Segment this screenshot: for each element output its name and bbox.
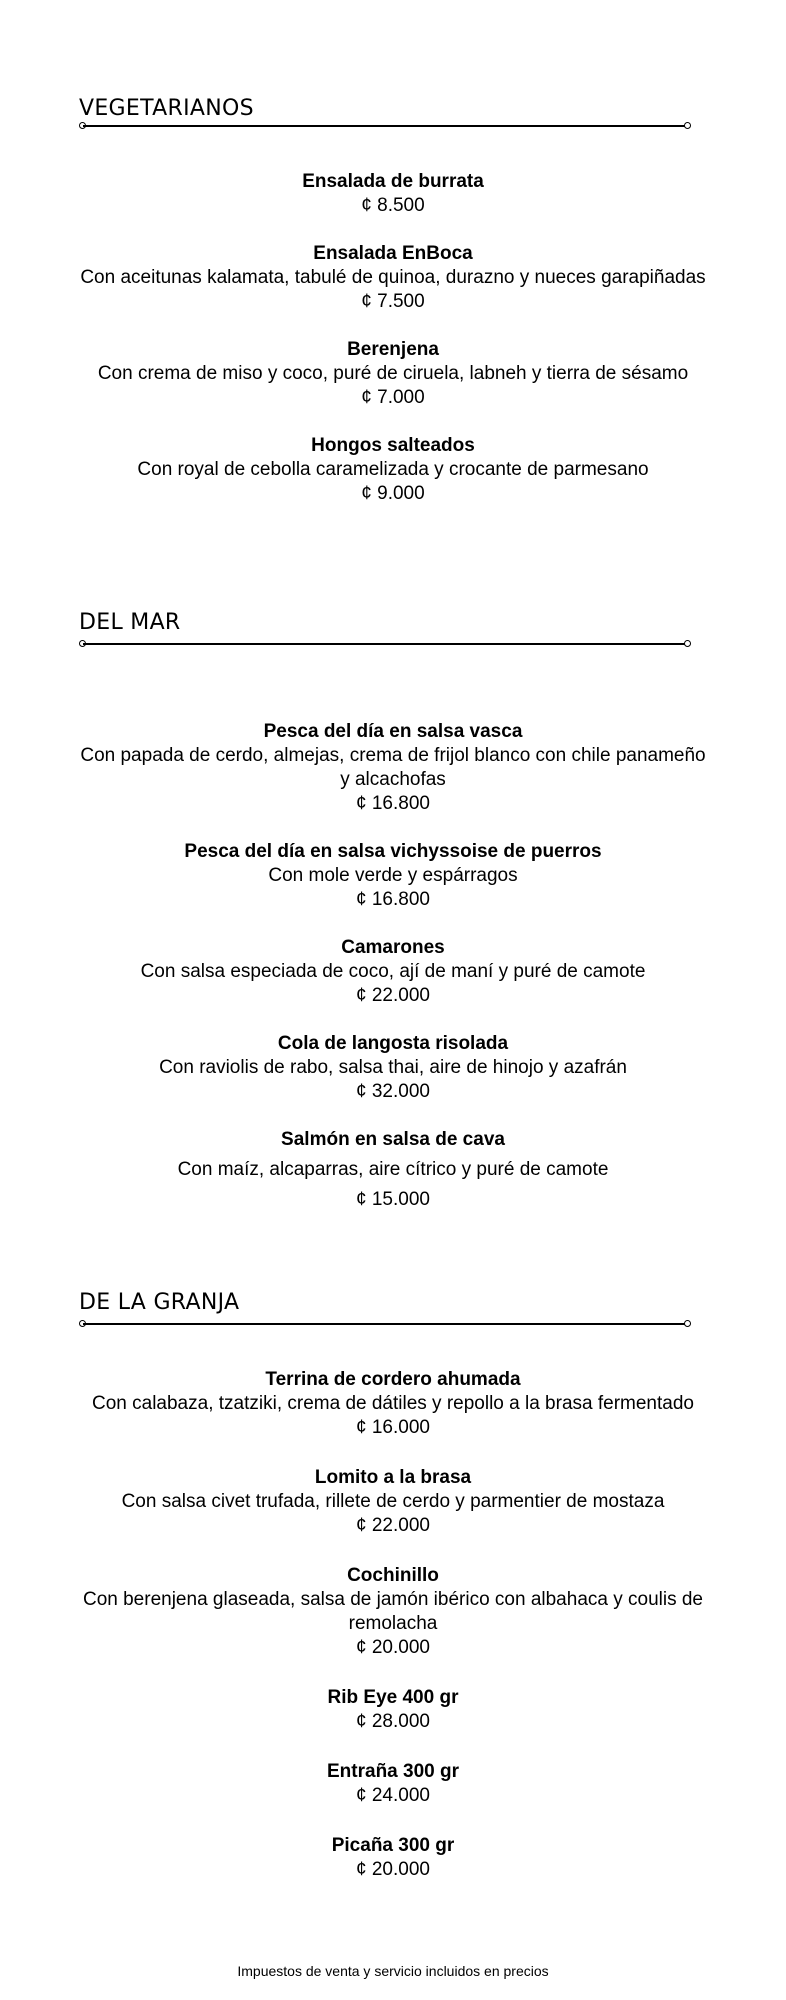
dish-name: Rib Eye 400 gr [327,1687,459,1708]
dish-price: ¢ 16.800 [356,889,430,910]
divider-line [83,1323,687,1325]
dish-name: Terrina de cordero ahumada [265,1369,521,1390]
section-divider [79,640,691,648]
dish-price: ¢ 22.000 [356,985,430,1006]
dish-price: ¢ 20.000 [356,1637,430,1658]
dish-name: Ensalada de burrata [302,171,484,192]
divider-dot-right [684,122,691,129]
dish-description: Con aceitunas kalamata, tabulé de quinoa, durazno y nueces garapiñadas [80,267,706,288]
dish-price: ¢ 24.000 [356,1785,430,1806]
menu-item [79,1760,707,1808]
dish-name: Pesca del día en salsa vasca [263,721,523,742]
section-title: DE LA GRANJA [79,1290,240,1315]
dish-name: Berenjena [347,339,439,360]
menu-item [79,1128,707,1212]
menu-items [79,170,707,506]
dish-description: Con raviolis de rabo, salsa thai, aire de hinojo y azafrán [159,1057,627,1078]
section-divider [79,1320,691,1328]
menu-item [79,840,707,912]
dish-price: ¢ 20.000 [356,1859,430,1880]
menu-item [79,1466,707,1538]
dish-name: Camarones [341,937,445,958]
menu-item [79,1032,707,1104]
dish-description: Con salsa civet trufada, rillete de cerdo y parmentier de mostaza [121,1491,665,1512]
dish-name: Cola de langosta risolada [277,1033,509,1054]
dish-name: Pesca del día en salsa vichyssoise de puerros [184,841,602,862]
dish-description: Con royal de cebolla caramelizada y crocante de parmesano [137,459,649,480]
dish-price: ¢ 32.000 [356,1081,430,1102]
dish-price: ¢ 8.500 [361,195,425,216]
dish-description: Con berenjena glaseada, salsa de jamón ibérico con albahaca y coulis de remolacha [82,1589,703,1634]
menu-item [79,1368,707,1440]
dish-description: Con crema de miso y coco, puré de ciruela, labneh y tierra de sésamo [97,363,689,384]
menu-item [79,338,707,410]
menu-items [79,720,707,1212]
dish-name: Salmón en salsa de cava [281,1129,505,1150]
menu-items [79,1368,707,1882]
dish-name: Cochinillo [347,1565,439,1586]
divider-line [83,643,687,645]
section-title: DEL MAR [79,610,181,635]
menu-item [79,720,707,816]
dish-description: Con calabaza, tzatziki, crema de dátiles y repollo a la brasa fermentado [92,1393,694,1414]
divider-dot-right [684,640,691,647]
footer-note: Impuestos de venta y servicio incluidos en precios [237,1963,549,1979]
dish-price: ¢ 7.500 [361,291,425,312]
dish-description: Con salsa especiada de coco, ají de maní y puré de camote [140,961,646,982]
dish-price: ¢ 15.000 [356,1189,430,1210]
menu-item [79,170,707,218]
divider-line [83,125,687,127]
dish-price: ¢ 22.000 [356,1515,430,1536]
dish-name: Entraña 300 gr [327,1761,459,1782]
section-title: VEGETARIANOS [79,96,254,121]
menu-item [79,1834,707,1882]
dish-price: ¢ 9.000 [361,483,425,504]
menu-item [79,434,707,506]
menu-item [79,1564,707,1660]
dish-price: ¢ 7.000 [361,387,425,408]
dish-name: Ensalada EnBoca [313,243,473,264]
dish-name: Hongos salteados [311,435,475,456]
menu-item [79,242,707,314]
dish-price: ¢ 16.800 [356,793,430,814]
menu-item [79,936,707,1008]
dish-description: Con maíz, alcaparras, aire cítrico y puré de camote [177,1159,609,1180]
section-divider [79,122,691,130]
dish-price: ¢ 28.000 [356,1711,430,1732]
menu-item [79,1686,707,1734]
dish-name: Lomito a la brasa [314,1467,472,1488]
dish-description: Con mole verde y espárragos [268,865,518,886]
dish-description: Con papada de cerdo, almejas, crema de frijol blanco con chile panameño y alcachofas [80,745,706,790]
divider-dot-right [684,1320,691,1327]
dish-name: Picaña 300 gr [331,1835,455,1856]
dish-price: ¢ 16.000 [356,1417,430,1438]
